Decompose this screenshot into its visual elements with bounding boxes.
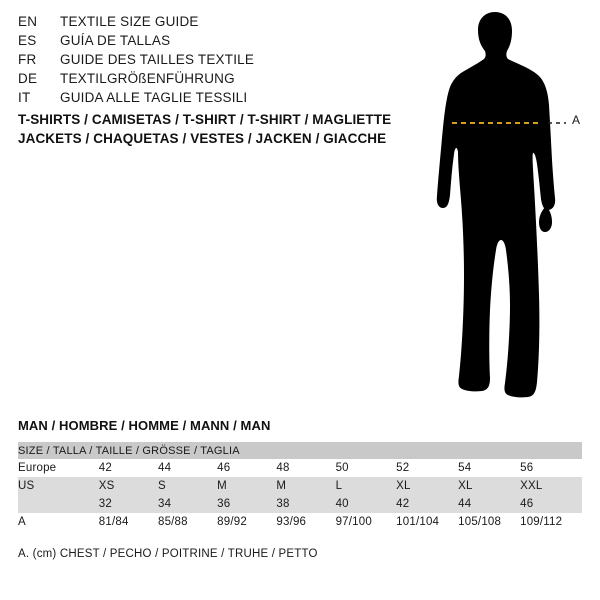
cell: 42 [99, 459, 158, 477]
language-code: FR [18, 52, 37, 67]
cell: 105/108 [458, 513, 520, 531]
cell: 44 [458, 495, 520, 513]
size-table [18, 442, 582, 531]
cell: M [217, 477, 276, 495]
cell: XXL [520, 477, 582, 495]
language-list [18, 14, 378, 109]
table-row [18, 513, 582, 531]
cell: 38 [276, 495, 335, 513]
row-label: US [18, 477, 99, 495]
table-row [18, 459, 582, 477]
table-header-label: SIZE / TALLA / TAILLE / GRÖSSE / TAGLIA [18, 442, 582, 459]
language-row [18, 14, 378, 33]
category-line-jackets: JACKETS / CHAQUETAS / VESTES / JACKEN / GIACCHE [18, 131, 387, 146]
language-row [18, 52, 378, 71]
language-text: GUIDE DES TAILLES TEXTILE [60, 52, 255, 67]
table-title: MAN / HOMBRE / HOMME / MANN / MAN [18, 418, 271, 433]
row-label [18, 495, 99, 513]
table-row [18, 495, 582, 513]
cell: XS [99, 477, 158, 495]
row-label: A [18, 513, 99, 531]
cell: 54 [458, 459, 520, 477]
language-code: EN [18, 14, 38, 29]
language-text: TEXTILGRÖßENFÜHRUNG [60, 71, 235, 86]
cell: 32 [99, 495, 158, 513]
cell: 97/100 [336, 513, 397, 531]
language-row [18, 71, 378, 90]
footnote: A. (cm) CHEST / PECHO / POITRINE / TRUHE / PETTO [18, 548, 318, 560]
cell: 52 [396, 459, 458, 477]
cell: 48 [276, 459, 335, 477]
cell: XL [458, 477, 520, 495]
cell: XL [396, 477, 458, 495]
cell: 46 [520, 495, 582, 513]
category-list [18, 110, 438, 148]
man-silhouette-figure [400, 10, 600, 410]
language-code: ES [18, 33, 37, 48]
cell: 40 [336, 495, 397, 513]
cell: 101/104 [396, 513, 458, 531]
language-row [18, 90, 378, 109]
language-text: GUÍA DE TALLAS [60, 33, 171, 48]
silhouette-icon [400, 10, 600, 410]
cell: 93/96 [276, 513, 335, 531]
row-label: Europe [18, 459, 99, 477]
table-header-row [18, 442, 582, 459]
measure-label-a: A [572, 113, 581, 127]
cell: 44 [158, 459, 217, 477]
cell: 81/84 [99, 513, 158, 531]
table-row [18, 477, 582, 495]
cell: 50 [336, 459, 397, 477]
language-text: TEXTILE SIZE GUIDE [60, 14, 199, 29]
cell: M [276, 477, 335, 495]
language-code: DE [18, 71, 38, 86]
language-text: GUIDA ALLE TAGLIE TESSILI [60, 90, 248, 105]
cell: 34 [158, 495, 217, 513]
cell: 36 [217, 495, 276, 513]
cell: 46 [217, 459, 276, 477]
cell: 89/92 [217, 513, 276, 531]
cell: 109/112 [520, 513, 582, 531]
category-line-tshirts: T-SHIRTS / CAMISETAS / T-SHIRT / T-SHIRT / MAGLIETTE [18, 112, 392, 127]
cell: 42 [396, 495, 458, 513]
cell: S [158, 477, 217, 495]
cell: 56 [520, 459, 582, 477]
cell: L [336, 477, 397, 495]
cell: 85/88 [158, 513, 217, 531]
language-code: IT [18, 90, 31, 105]
language-row [18, 33, 378, 52]
